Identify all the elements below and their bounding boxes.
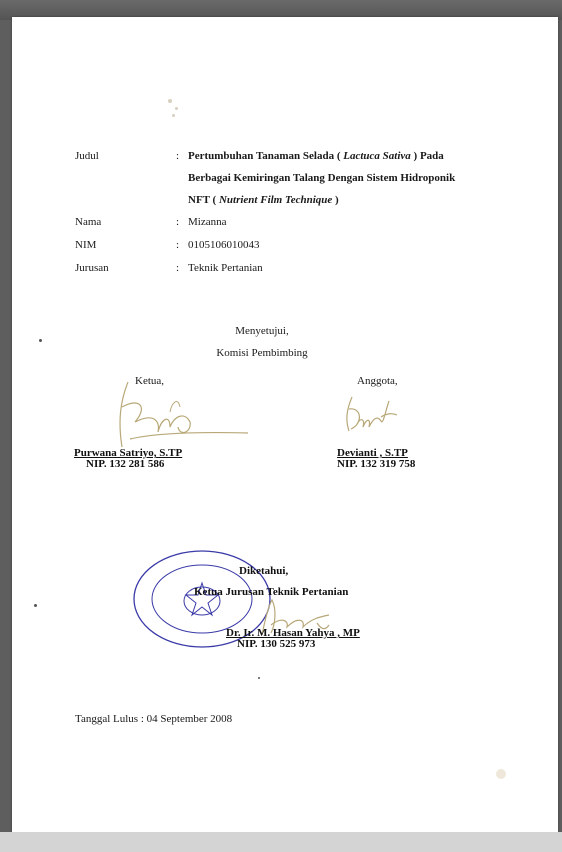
document-page xyxy=(12,17,558,832)
diketahui-nip: NIP. 130 525 973 xyxy=(237,638,316,650)
title-text: ) Pada xyxy=(413,150,444,162)
ketua-role: Ketua, xyxy=(135,375,165,387)
nim-label: NIM xyxy=(75,239,97,251)
title-text: ) xyxy=(335,194,339,206)
title-italic: Nutrient Film Technique xyxy=(216,194,336,206)
thesis-title-line-1 xyxy=(188,150,444,162)
ink-dot xyxy=(34,604,37,607)
jurusan-label: Jurusan xyxy=(75,262,109,274)
paper-speck xyxy=(168,99,172,103)
title-text: Pertumbuhan Tanaman Selada ( xyxy=(188,150,341,162)
diketahui-heading: Diketahui, xyxy=(239,565,289,577)
colon: : xyxy=(176,216,180,228)
paper-speck xyxy=(172,114,175,117)
committee-heading: Komisi Pembimbing xyxy=(216,347,308,359)
nim-value: 0105106010043 xyxy=(188,239,260,251)
ketua-name: Purwana Satriyo, S.TP xyxy=(74,447,183,459)
paper-stain xyxy=(496,769,506,779)
ketua-signature xyxy=(100,377,250,457)
thesis-title-line-3 xyxy=(188,194,339,206)
colon: : xyxy=(176,239,180,251)
anggota-role: Anggota, xyxy=(357,375,398,387)
colon: : xyxy=(176,150,180,162)
jurusan-value: Teknik Pertanian xyxy=(188,262,263,274)
scan-border-bottom xyxy=(0,832,562,852)
anggota-nip: NIP. 132 319 758 xyxy=(337,458,416,470)
colon: : xyxy=(176,262,180,274)
diketahui-name: Dr. Ir. M. Hasan Yahya , MP xyxy=(226,627,360,639)
judul-label: Judul xyxy=(75,150,99,162)
paper-speck xyxy=(175,107,178,110)
ink-dot xyxy=(258,677,260,679)
ink-dot xyxy=(39,339,42,342)
thesis-title-line-2: Berbagai Kemiringan Talang Dengan Sistem Hidroponik xyxy=(188,172,456,184)
ketua-nip: NIP. 132 281 586 xyxy=(86,458,165,470)
graduation-date: Tanggal Lulus : 04 September 2008 xyxy=(75,713,233,725)
diketahui-position: Ketua Jurusan Teknik Pertanian xyxy=(194,586,349,598)
anggota-signature xyxy=(337,389,407,439)
title-italic: Lactuca Sativa xyxy=(340,150,414,162)
nama-label: Nama xyxy=(75,216,102,228)
approval-heading: Menyetujui, xyxy=(235,325,289,337)
anggota-name: Devianti , S.TP xyxy=(337,447,408,459)
nama-value: Mizanna xyxy=(188,216,227,228)
title-text: NFT ( xyxy=(188,194,217,206)
